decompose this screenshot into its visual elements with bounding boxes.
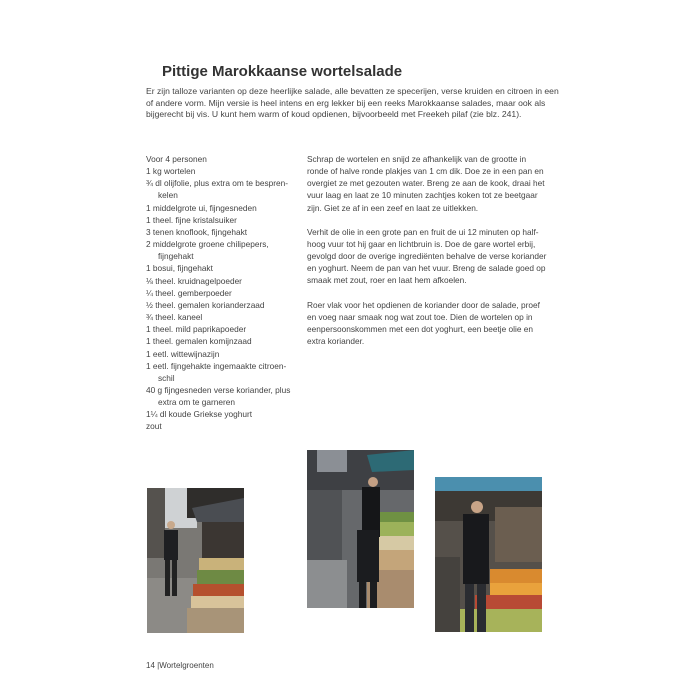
method-line: Roer vlak voor het opdienen de koriander door de salade, proef (307, 299, 540, 310)
ingredient-line: schil (158, 372, 175, 383)
recipe-title: Pittige Marokkaanse wortelsalade (162, 63, 403, 80)
market-photo-2 (307, 450, 414, 608)
intro-line: of andere vorm. Mijn versie is heel intens en erg lekker bij een reeks Marokkaanse salades, maar ook als (146, 97, 546, 108)
ingredient-line: 1 bosui, fijngehakt (146, 263, 213, 274)
method-line: ronde of halve ronde plakjes van 1 cm dik. Doe ze in een pan en (307, 166, 544, 177)
intro-line: Er zijn talloze varianten op deze heerlijke salade, alle bevatten ze specerijen, verse kruiden en citroen in een (146, 86, 559, 96)
method-line: gevolgd door de overige ingrediënten behalve de verse koriander (307, 251, 547, 262)
ingredient-line: extra om te garneren (158, 397, 236, 408)
method-text (307, 153, 552, 359)
ingredient-line: 1 eetl. fijngehakte ingemaakte citroen- (146, 360, 287, 371)
ingredient-line: Voor 4 personen (146, 154, 207, 164)
method-line: Schrap de wortelen en snijd ze afhankelijk van de grootte in (307, 154, 527, 164)
method-line: vuur laag en laat ze 10 minuten zachtjes koken tot ze beetgaar (307, 190, 538, 201)
ingredient-line: kelen (158, 190, 178, 201)
method-line: en yoghurt. Neem de pan van het vuur. Breng de salade goed op (307, 263, 546, 274)
intro-line: bijgerecht bij vis. U kunt hem warm of koud opdienen, bijvoorbeeld met Freekeh pilaf (zie blz. 241). (146, 109, 522, 120)
ingredient-line: 1 theel. fijne kristalsuiker (146, 214, 237, 225)
ingredient-line: 40 g fijngesneden verse koriander, plus (146, 384, 291, 395)
ingredient-line: 1 eetl. wittewijnazijn (146, 348, 220, 359)
ingredient-line: 1¼ dl koude Griekse yoghurt (146, 409, 253, 420)
method-paragraph (307, 299, 552, 348)
ingredient-line: ⅛ theel. kruidnagelpoeder (146, 275, 242, 286)
method-line: eenpersoonskommen met een dot yoghurt, een beetje olie en (307, 323, 534, 334)
page-footer (146, 661, 214, 670)
method-line: Verhit de olie in een grote pan en fruit de ui 12 minuten op half- (307, 226, 539, 237)
ingredient-line: 3 tenen knoflook, fijngehakt (146, 226, 248, 237)
method-line: extra koriander. (307, 336, 365, 347)
ingredient-line: 1 kg wortelen (146, 166, 196, 177)
ingredient-line: ¾ dl olijfolie, plus extra om te bespren- (146, 178, 289, 189)
method-line: overgiet ze met gezouten water. Breng ze aan de kook, draai het (307, 178, 545, 189)
method-line: en voeg naar smaak nog wat zout toe. Dien de wortelen op in (307, 311, 533, 322)
method-line: hoog vuur tot hij gaar en lichtbruin is. Doe de gare wortel erbij, (307, 238, 536, 249)
method-paragraph (307, 226, 552, 287)
section-name: Wortelgroenten (159, 661, 214, 670)
ingredient-line: 2 middelgrote groene chilipepers, (146, 239, 269, 250)
ingredient-line: 1 middelgrote ui, fijngesneden (146, 202, 257, 213)
ingredient-line: fijngehakt (158, 251, 194, 262)
ingredient-list (146, 153, 296, 433)
page-number: 14 (146, 661, 155, 670)
intro-paragraph (146, 86, 559, 121)
market-photo-3 (435, 477, 542, 632)
method-line: smaak met zout, roer en laat hem afkoelen. (307, 275, 467, 286)
ingredient-line: ¾ theel. kaneel (146, 312, 203, 323)
ingredient-line: ½ theel. gemalen korianderzaad (146, 299, 265, 310)
footer-separator: | (157, 661, 160, 670)
method-line: zijn. Giet ze af in een zeef en laat ze uitlekken. (307, 202, 479, 213)
ingredient-line: 1 theel. gemalen komijnzaad (146, 336, 252, 347)
ingredient-line: zout (146, 421, 162, 432)
market-photo-1 (147, 488, 244, 633)
ingredient-line: 1 theel. mild paprikapoeder (146, 324, 247, 335)
method-paragraph (307, 153, 552, 214)
ingredient-line: ¼ theel. gemberpoeder (146, 287, 232, 298)
